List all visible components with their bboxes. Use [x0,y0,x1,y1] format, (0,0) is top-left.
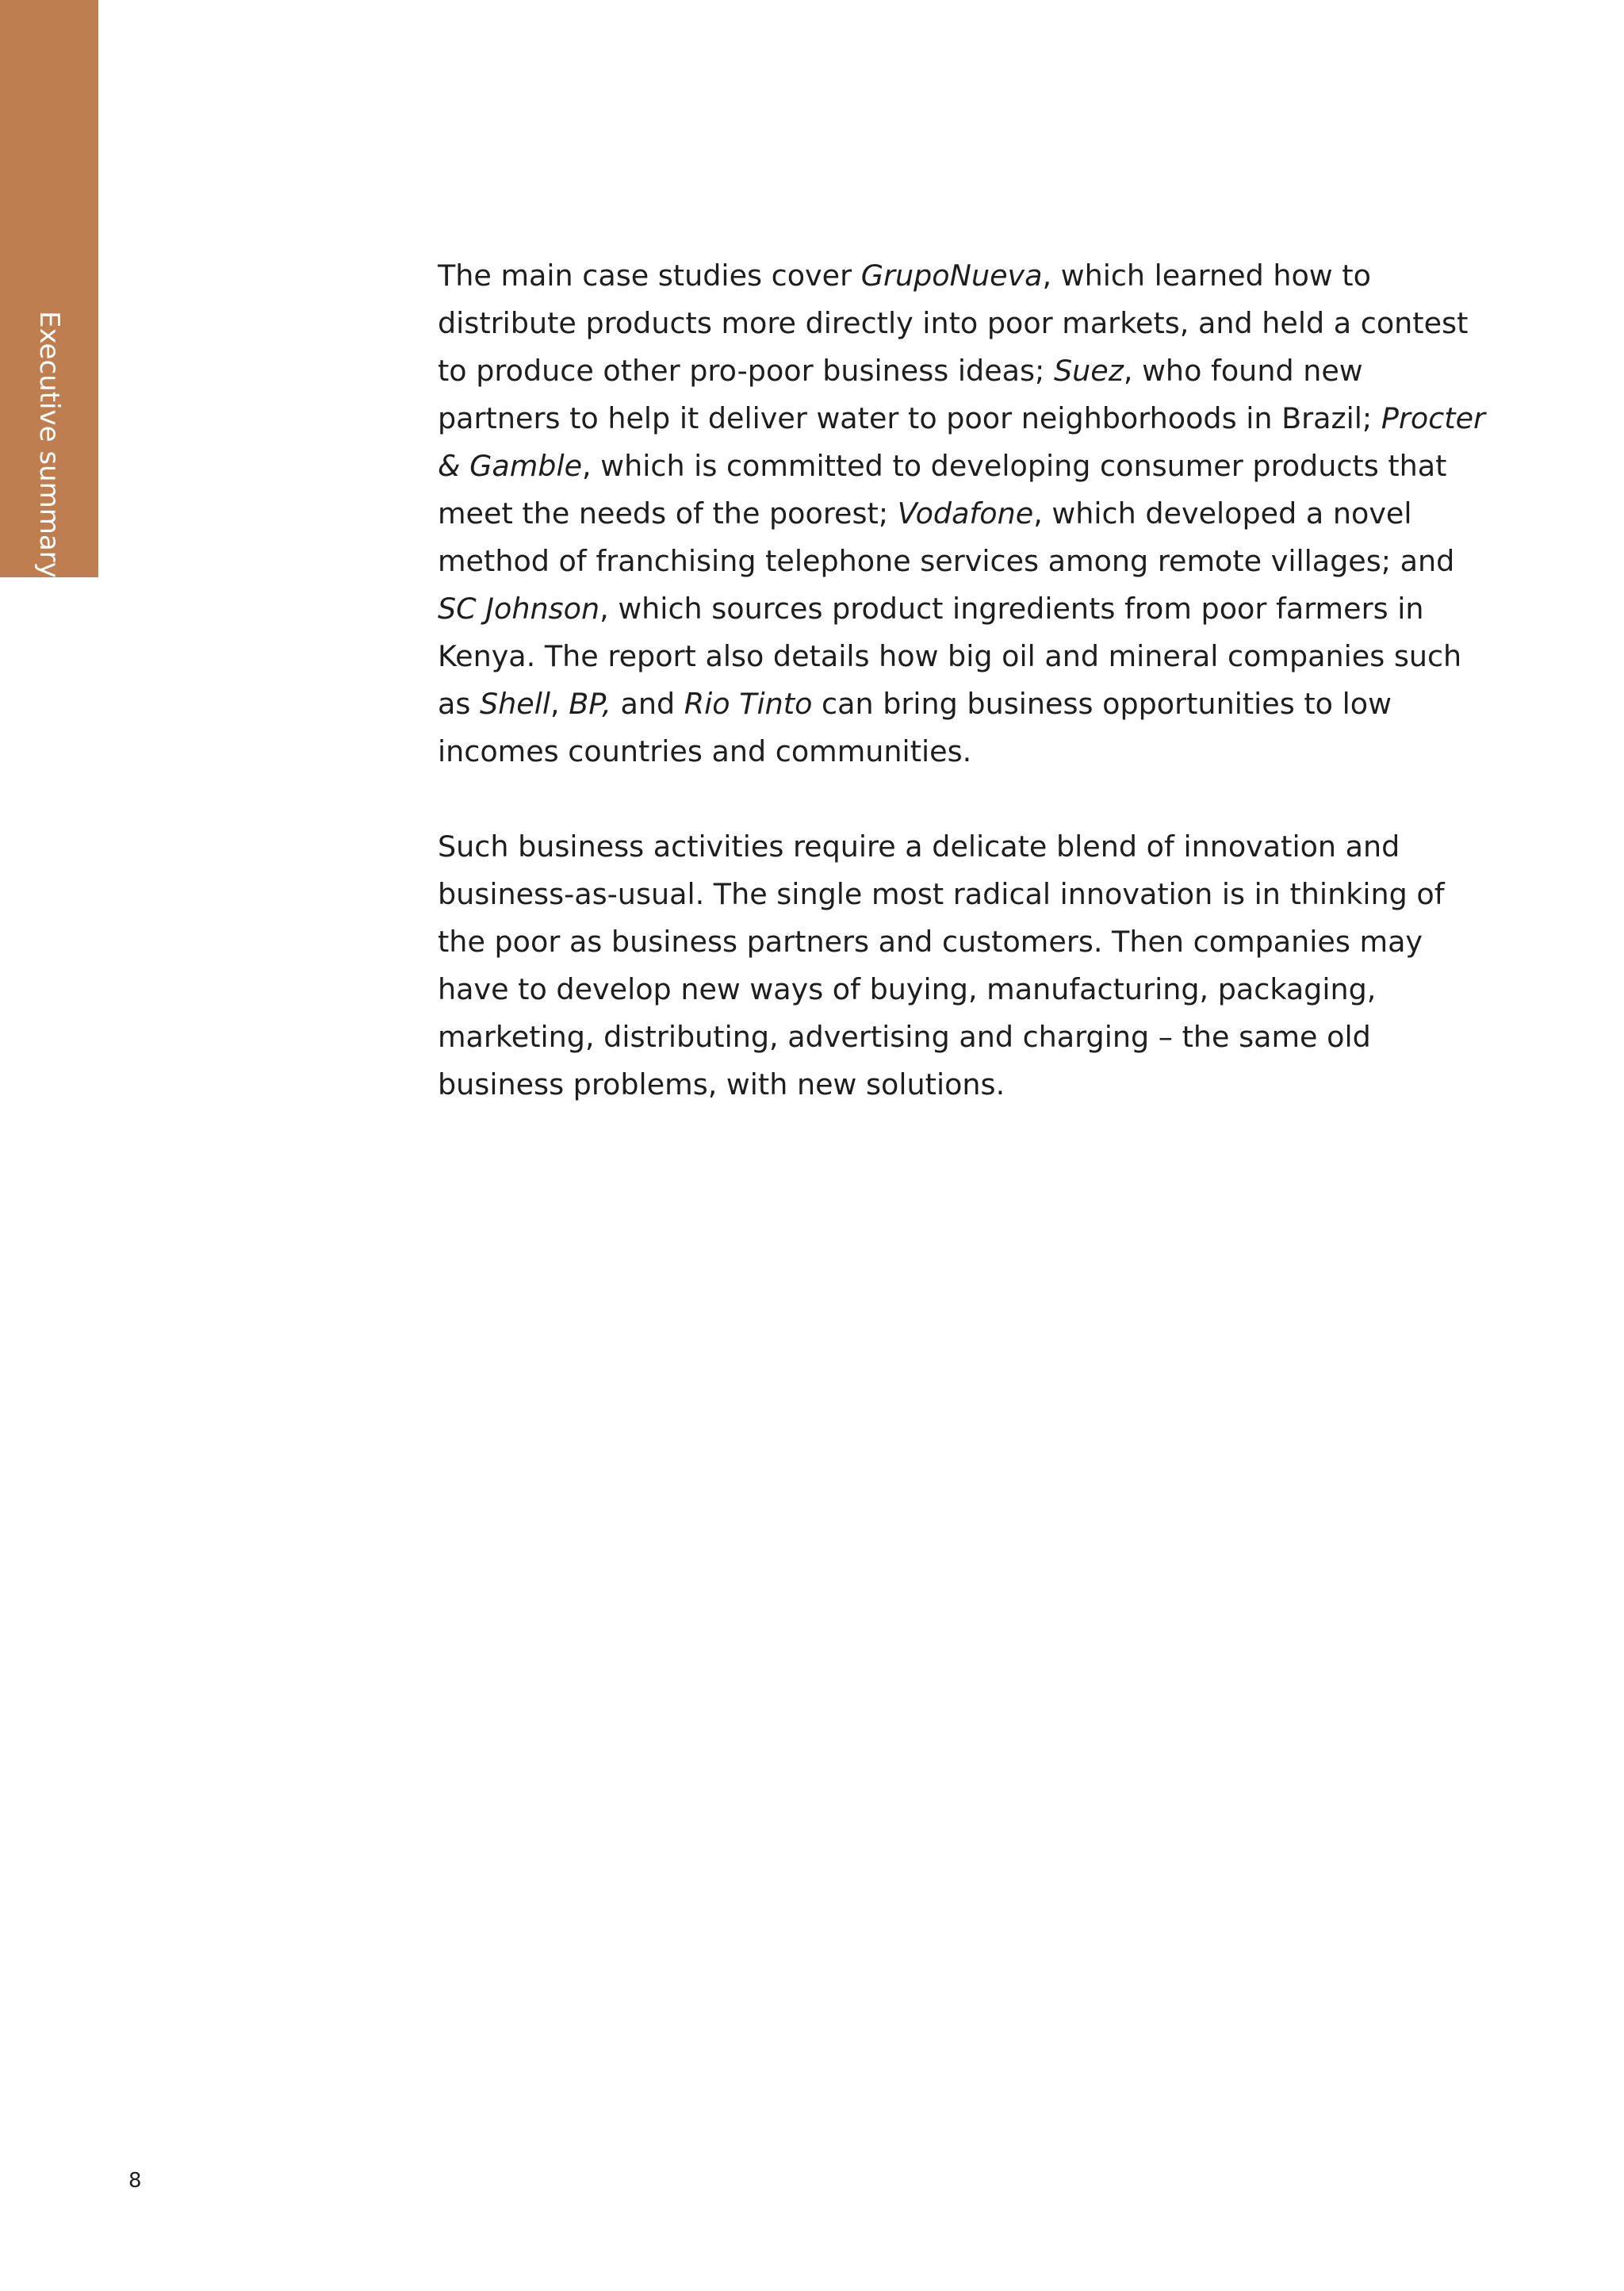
company-name-shell: Shell [480,687,551,721]
paragraph-case-studies [438,252,1492,776]
company-name-gruponueva: GrupoNueva [860,259,1043,293]
section-tab-label: Executive summary [33,311,65,578]
company-name-sc-johnson: SC Johnson [438,592,600,626]
paragraph-1-segment: , which learned how to distribute products more directly into poor markets, and held a contest to produce other pro-poor business ideas; [438,259,1469,388]
page-number: 8 [128,2169,142,2193]
paragraph-1-segment: , [550,687,569,721]
paragraph-2-segment: Such business activities require a delicate blend of innovation and business-as-usual. The single most radical innovation is in thinking of the poor as business partners and customers. Then companies may have to develop new ways of buying, manufacturing, packaging, marketing, distributing, advertising and charging – the same old business problems, with new solutions. [438,829,1445,1101]
section-tab [0,0,98,577]
company-name-suez: Suez [1053,354,1124,388]
company-name-vodafone: Vodafone [897,496,1034,531]
paragraph-1-segment: The main case studies cover [438,259,861,293]
paragraph-1-segment: can bring business opportunities to low incomes countries and communities. [438,687,1392,768]
paragraph-1-segment: , which developed a novel method of franchising telephone services among remote villages; and [438,496,1455,578]
paragraph-1-segment: , which sources product ingredients from poor farmers in Kenya. The report also details how big oil and mineral companies such as [438,592,1462,721]
body-text [438,252,1492,1156]
paragraph-business-activities [438,823,1492,1109]
paragraph-1-segment: , who found new partners to help it deliver water to poor neighborhoods in Brazil; [438,354,1381,435]
company-name-bp: BP, [569,687,611,721]
company-name-rio-tinto: Rio Tinto [684,687,813,721]
company-name-procter-gamble: Procter & Gamble [438,401,1486,483]
paragraph-1-segment: and [611,687,684,721]
paragraph-1-segment: , which is committed to developing consumer products that meet the needs of the poorest; [438,449,1447,531]
